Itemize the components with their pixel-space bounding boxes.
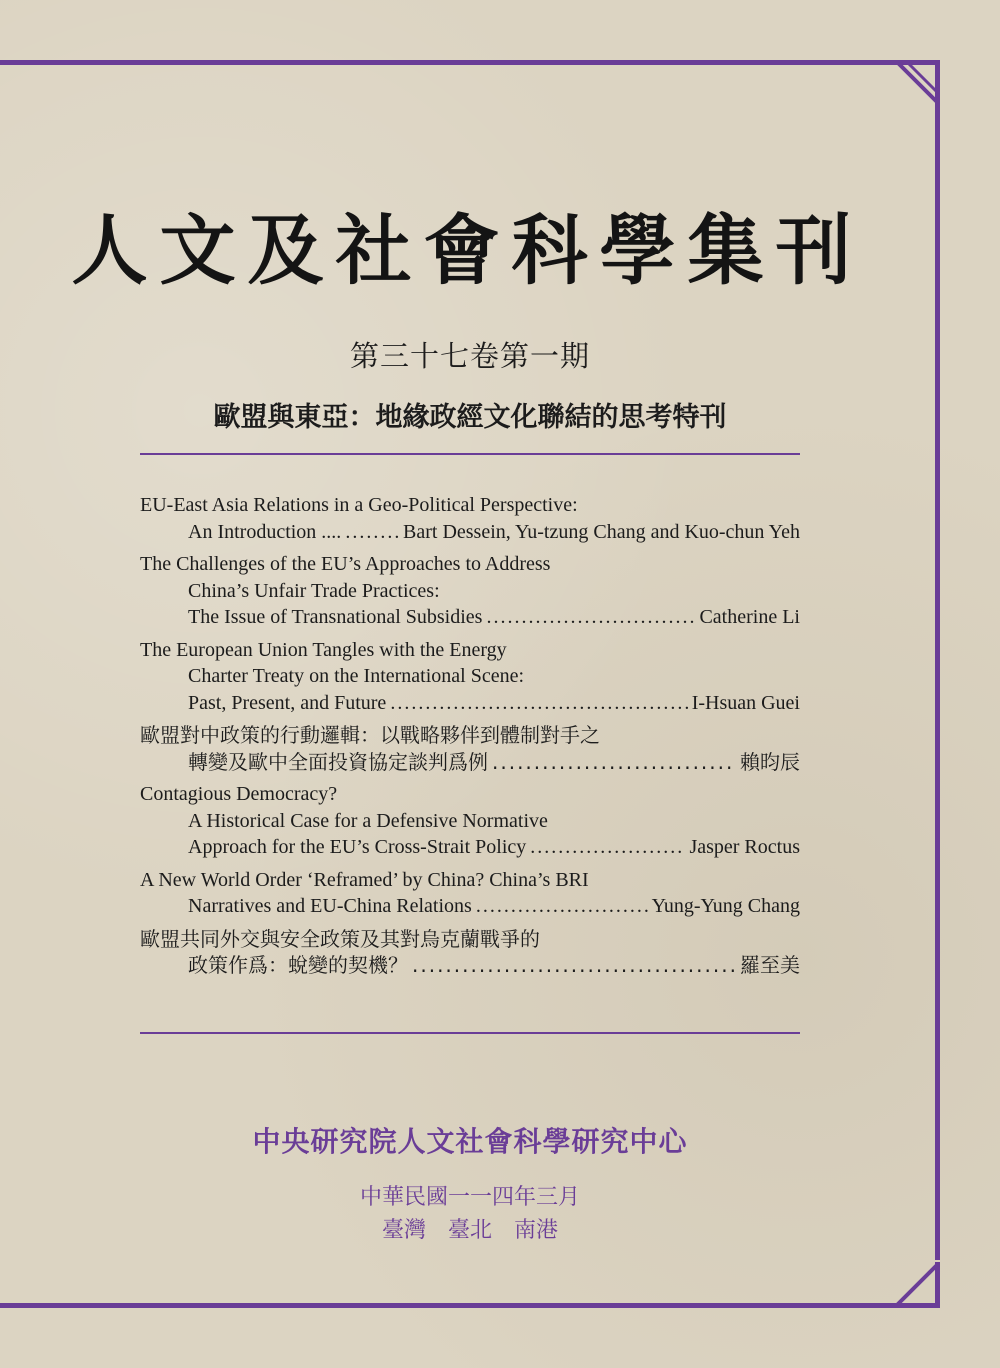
dot-leader — [412, 952, 736, 979]
toc-title-line: 政策作爲：蛻變的契機？ — [188, 953, 408, 977]
toc-title-line: 歐盟對中政策的行動邏輯：以戰略夥伴到體制對手之 — [140, 723, 600, 747]
divider-bottom — [140, 1032, 800, 1034]
toc-title-line: The European Union Tangles with the Energy — [140, 638, 507, 661]
toc-author: Bart Dessein, Yu-tzung Chang and Kuo-chun Yeh — [403, 520, 800, 543]
dot-leader — [492, 749, 736, 776]
toc-entry — [140, 637, 800, 717]
frame-right-border — [935, 100, 940, 1260]
toc-title-line: The Issue of Transnational Subsidies — [188, 606, 483, 628]
special-issue-title: 歐盟與東亞：地緣政經文化聯結的思考特刊 — [213, 402, 727, 433]
dot-leader — [345, 519, 399, 546]
toc-entry — [140, 781, 800, 861]
frame-top-border — [0, 60, 900, 65]
toc-title-line: Past, Present, and Future — [188, 691, 387, 714]
table-of-contents — [140, 492, 800, 985]
toc-title-line: An Introduction .... — [188, 520, 342, 543]
toc-entry — [140, 551, 800, 631]
toc-title-line: EU-East Asia Relations in a Geo-Political Perspective: — [140, 494, 578, 516]
toc-title-line: A New World Order ‘Reframed’ by China? China’s BRI — [140, 868, 589, 891]
dot-leader — [530, 834, 685, 861]
frame-bottom-border — [0, 1303, 940, 1308]
toc-author: Jasper Roctus — [689, 836, 800, 858]
toc-entry — [140, 867, 800, 920]
toc-title-line: Approach for the EU’s Cross-Strait Policy — [188, 836, 527, 858]
toc-title-line: Contagious Democracy? — [140, 783, 338, 805]
toc-title-line: A Historical Case for a Defensive Normative — [188, 809, 548, 832]
toc-title-line: 歐盟共同外交與安全政策及其對烏克蘭戰爭的 — [140, 926, 540, 951]
toc-title-line: Charter Treaty on the International Scene: — [188, 665, 525, 687]
toc-entry — [140, 926, 800, 979]
toc-entry — [140, 492, 800, 545]
divider-top — [140, 453, 800, 455]
journal-title: 人文及社會科學集刊 — [71, 206, 864, 295]
volume-issue: 第三十七卷第一期 — [349, 339, 590, 373]
publication-place: 臺灣 臺北 南港 — [381, 1218, 558, 1243]
toc-author: Yung-Yung Chang — [651, 895, 800, 917]
toc-author: I-Hsuan Guei — [691, 691, 800, 714]
toc-title-line: The Challenges of the EU’s Approaches to Address — [140, 553, 551, 575]
toc-title-line: 轉變及歐中全面投資協定談判爲例 — [188, 749, 488, 774]
publication-date: 中華民國一一四年三月 — [359, 1185, 580, 1210]
toc-author: 羅至美 — [740, 953, 800, 977]
dot-leader — [476, 893, 648, 920]
dot-leader — [390, 690, 687, 717]
toc-title-line: China’s Unfair Trade Practices: — [188, 579, 440, 602]
toc-title-line: Narratives and EU-China Relations — [188, 895, 472, 917]
toc-entry — [140, 722, 800, 775]
toc-author: 賴昀辰 — [740, 749, 800, 774]
publisher-institution: 中央研究院人文社會科學研究中心 — [252, 1125, 688, 1158]
dot-leader — [486, 604, 695, 631]
toc-author: Catherine Li — [699, 606, 800, 628]
